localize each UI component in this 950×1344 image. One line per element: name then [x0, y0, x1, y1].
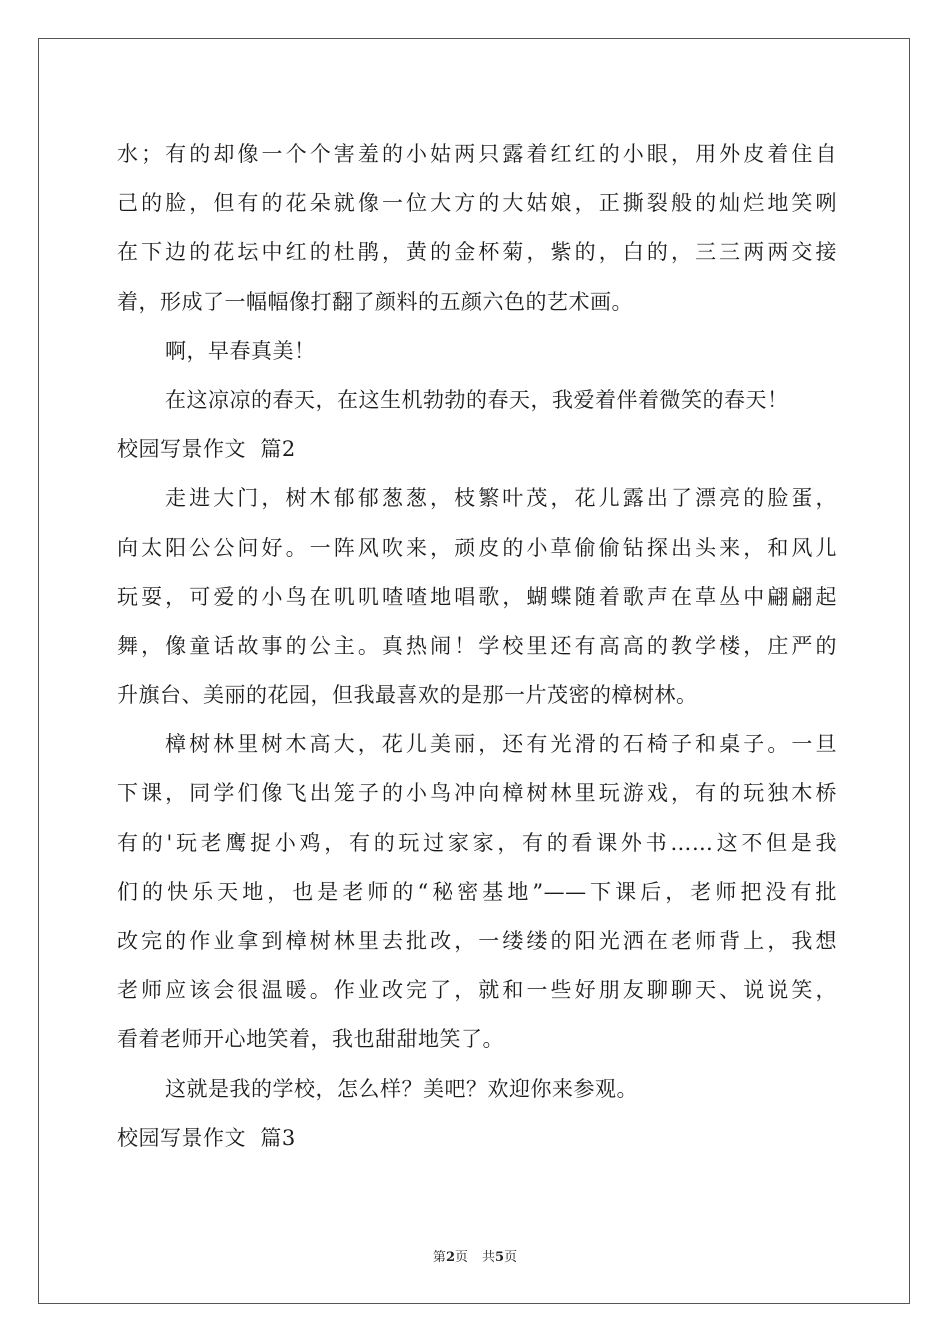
total-pages: 5 — [495, 1250, 505, 1265]
page-prefix: 第 — [432, 1250, 446, 1265]
paragraph: 在这凉凉的春天，在这生机勃勃的春天，我爱着伴着微笑的春天！ — [165, 387, 789, 412]
page-footer — [0, 1246, 950, 1265]
text-line: 向太阳公公问好。一阵风吹来，顽皮的小草偷偷钻探出头来，和风儿 — [117, 535, 837, 560]
paragraph: 这就是我的学校，怎么样？美吧？欢迎你来参观。 — [165, 1076, 638, 1101]
text-line: 玩耍，可爱的小鸟在叽叽喳喳地唱歌，蝴蝶随着歌声在草丛中翩翩起 — [117, 584, 837, 609]
section-heading: 校园写景作文 篇2 — [117, 437, 296, 462]
paragraph: 啊，早春真美！ — [165, 338, 316, 363]
text-line: 在下边的花坛中红的杜鹃，黄的金杯菊，紫的，白的，三三两两交接 — [117, 240, 837, 265]
paragraph — [117, 474, 837, 720]
text-line: 们的快乐天地，也是老师的“秘密基地”——下课后，老师把没有批 — [117, 879, 837, 904]
text-line: 着，形成了一幅幅像打翻了颜料的五颜六色的艺术画。 — [117, 289, 633, 314]
section-heading: 校园写景作文 篇3 — [117, 1125, 296, 1150]
paragraph — [117, 130, 837, 327]
total-prefix: 共 — [482, 1250, 496, 1265]
text-line: 改完的作业拿到樟树林里去批改，一缕缕的阳光洒在老师背上，我想 — [117, 929, 837, 953]
text-line: 下课，同学们像飞出笼子的小鸟冲向樟树林里玩游戏，有的玩独木桥 — [117, 781, 837, 806]
text-line: 走进大门，树木郁郁葱葱，枝繁叶茂，花儿露出了漂亮的脸蛋， — [165, 486, 837, 511]
text-line: 有的'玩老鹰捉小鸡，有的玩过家家，有的看课外书……这不但是我 — [117, 830, 837, 855]
paragraph — [117, 720, 837, 1064]
text-line: 水；有的却像一个个害羞的小姑两只露着红红的小眼，用外皮着住自 — [117, 142, 837, 166]
text-line: 看着老师开心地笑着，我也甜甜地笑了。 — [117, 1027, 504, 1052]
total-suffix: 页 — [504, 1250, 518, 1265]
text-line: 老师应该会很温暖。作业改完了，就和一些好朋友聊聊天、说说笑， — [117, 978, 837, 1003]
page-suffix: 页 — [454, 1250, 468, 1265]
document-body — [117, 130, 837, 1163]
text-line: 樟树林里树木高大，花儿美丽，还有光滑的石椅子和桌子。一旦 — [165, 732, 837, 757]
text-line: 升旗台、美丽的花园，但我最喜欢的是那一片茂密的樟树林。 — [117, 683, 698, 708]
page-number: 2 — [445, 1250, 455, 1265]
text-line: 己的脸，但有的花朵就像一位大方的大姑娘，正撕裂般的灿烂地笑咧 — [117, 191, 837, 216]
text-line: 舞，像童话故事的公主。真热闹！学校里还有高高的教学楼，庄严的 — [117, 633, 837, 658]
